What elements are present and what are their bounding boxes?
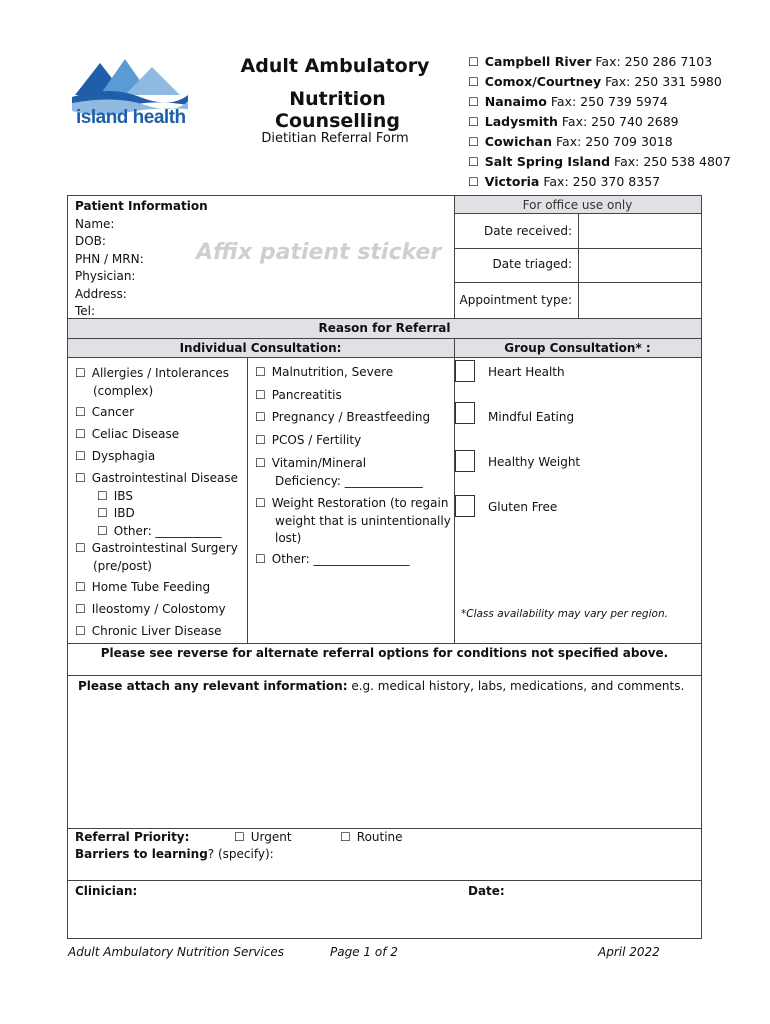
patient-tel-field[interactable]: Tel: — [75, 304, 96, 318]
malnutrition-checkbox[interactable]: ☐ Malnutrition, Severe — [255, 365, 393, 379]
island-health-logo — [70, 55, 190, 135]
gi-surgery-label-2: (pre/post) — [93, 558, 152, 573]
urgent-checkbox[interactable]: ☐ Urgent — [234, 830, 292, 844]
gluten-free-label: Gluten Free — [488, 500, 558, 514]
patient-info-heading: Patient Information — [75, 199, 208, 213]
gi-disease-checkbox[interactable]: ☐ Gastrointestinal Disease — [75, 470, 238, 488]
location-campbell-river[interactable]: ☐ Campbell River Fax: 250 286 7103 — [468, 52, 731, 72]
pancreatitis-checkbox[interactable]: ☐ Pancreatitis — [255, 388, 342, 402]
location-nanaimo[interactable]: ☐ Nanaimo Fax: 250 739 5974 — [468, 92, 731, 112]
date-label: Date: — [468, 884, 505, 898]
barriers-label: Barriers to learning — [75, 847, 208, 861]
mountain-logo-icon — [70, 55, 190, 115]
cancer-checkbox[interactable]: ☐ Cancer — [75, 405, 134, 419]
mindful-eating-checkbox[interactable] — [455, 402, 475, 424]
gi-other-checkbox[interactable]: ☐ Other: ___________ — [75, 523, 238, 541]
clinician-label: Clinician: — [75, 884, 138, 898]
pregnancy-checkbox[interactable]: ☐ Pregnancy / Breastfeeding — [255, 410, 430, 424]
ibd-checkbox[interactable]: ☐ IBD — [75, 505, 238, 523]
location-cowichan[interactable]: ☐ Cowichan Fax: 250 709 3018 — [468, 132, 731, 152]
location-ladysmith[interactable]: ☐ Ladysmith Fax: 250 740 2689 — [468, 112, 731, 132]
gi-surgery-checkbox[interactable]: ☐ Gastrointestinal Surgery — [75, 540, 238, 558]
vitamin-label-2: Deficiency: _____________ — [275, 473, 423, 488]
attach-info — [78, 679, 684, 693]
mindful-eating-label: Mindful Eating — [488, 410, 575, 424]
weight-restoration-checkbox[interactable]: ☐ Weight Restoration (to regain — [255, 495, 451, 513]
patient-address-field[interactable]: Address: — [75, 286, 127, 301]
individual-consultation-heading: Individual Consultation: — [179, 341, 342, 355]
page-subtitle: Dietitian Referral Form — [261, 131, 409, 146]
reason-heading: Reason for Referral — [318, 321, 451, 335]
weight-label-3: lost) — [275, 531, 302, 545]
celiac-checkbox[interactable]: ☐ Celiac Disease — [75, 427, 179, 441]
date-triaged-input[interactable] — [580, 249, 700, 281]
appointment-type-input[interactable] — [580, 283, 700, 317]
routine-checkbox[interactable]: ☐ Routine — [340, 830, 403, 844]
gluten-free-checkbox[interactable] — [455, 495, 475, 517]
barriers-hint: ? (specify): — [207, 847, 274, 861]
patient-phn-field[interactable]: PHN / MRN: — [75, 251, 144, 266]
vitamin-group — [255, 455, 423, 490]
weight-label-2: weight that is unintentionally — [275, 513, 451, 528]
reverse-note: Please see reverse for alternate referral options for conditions not specified above. — [100, 646, 669, 660]
attach-label: Please attach any relevant information: — [78, 679, 348, 693]
appointment-type-label: Appointment type: — [459, 293, 572, 307]
attach-info-area[interactable] — [70, 697, 698, 825]
page-title-line2: Nutrition Counselling — [275, 88, 400, 132]
pcos-checkbox[interactable]: ☐ PCOS / Fertility — [255, 433, 361, 447]
page-title-line1: Adult Ambulatory — [240, 55, 430, 77]
liver-disease-checkbox[interactable]: ☐ Chronic Liver Disease — [75, 624, 222, 638]
vitamin-checkbox[interactable]: ☐ Vitamin/Mineral — [255, 455, 423, 473]
date-received-input[interactable] — [580, 215, 700, 247]
dysphagia-checkbox[interactable]: ☐ Dysphagia — [75, 449, 155, 463]
location-salt-spring-island[interactable]: ☐ Salt Spring Island Fax: 250 538 4807 — [468, 152, 731, 172]
weight-group — [255, 495, 451, 548]
patient-physician-field[interactable]: Physician: — [75, 269, 136, 283]
referral-priority-label: Referral Priority: — [75, 830, 190, 844]
group-consultation-heading: Group Consultation* : — [504, 341, 651, 355]
patient-name-field[interactable]: Name: — [75, 216, 115, 231]
footer-page-number: Page 1 of 2 — [330, 945, 398, 959]
patient-dob-field[interactable]: DOB: — [75, 234, 106, 248]
footer-date: April 2022 — [598, 945, 660, 959]
heart-health-label: Heart Health — [488, 365, 565, 379]
healthy-weight-label: Healthy Weight — [488, 455, 581, 469]
footer-left: Adult Ambulatory Nutrition Services — [68, 945, 284, 959]
gi-group — [75, 470, 238, 575]
location-comox-courtney[interactable]: ☐ Comox/Courtney Fax: 250 331 5980 — [468, 72, 731, 92]
logo-text: island health — [76, 107, 186, 128]
office-use-heading: For office use only — [522, 198, 633, 212]
ibs-checkbox[interactable]: ☐ IBS — [75, 488, 238, 506]
tube-feeding-checkbox[interactable]: ☐ Home Tube Feeding — [75, 580, 210, 594]
location-victoria[interactable]: ☐ Victoria Fax: 250 370 8357 — [468, 172, 731, 192]
attach-hint: e.g. medical history, labs, medications, and comments. — [351, 679, 685, 693]
clinician-input[interactable] — [150, 884, 450, 934]
location-list — [468, 52, 731, 192]
date-input[interactable] — [510, 884, 695, 934]
ileostomy-checkbox[interactable]: ☐ Ileostomy / Colostomy — [75, 602, 226, 616]
patient-info — [75, 198, 208, 321]
date-received-label: Date received: — [483, 224, 572, 238]
individual-col1 — [75, 365, 229, 400]
date-triaged-label: Date triaged: — [492, 257, 572, 271]
class-availability-note: *Class availability may vary per region. — [461, 608, 668, 620]
allergies-label-2: (complex) — [93, 383, 154, 398]
allergies-checkbox[interactable]: ☐ Allergies / Intolerances — [75, 365, 229, 383]
patient-sticker-placeholder: Affix patient sticker — [196, 240, 442, 265]
barriers-row — [75, 847, 274, 861]
healthy-weight-checkbox[interactable] — [455, 450, 475, 472]
heart-health-checkbox[interactable] — [455, 360, 475, 382]
barriers-input[interactable] — [250, 847, 695, 877]
col2-other-checkbox[interactable]: ☐ Other: ________________ — [255, 552, 409, 566]
